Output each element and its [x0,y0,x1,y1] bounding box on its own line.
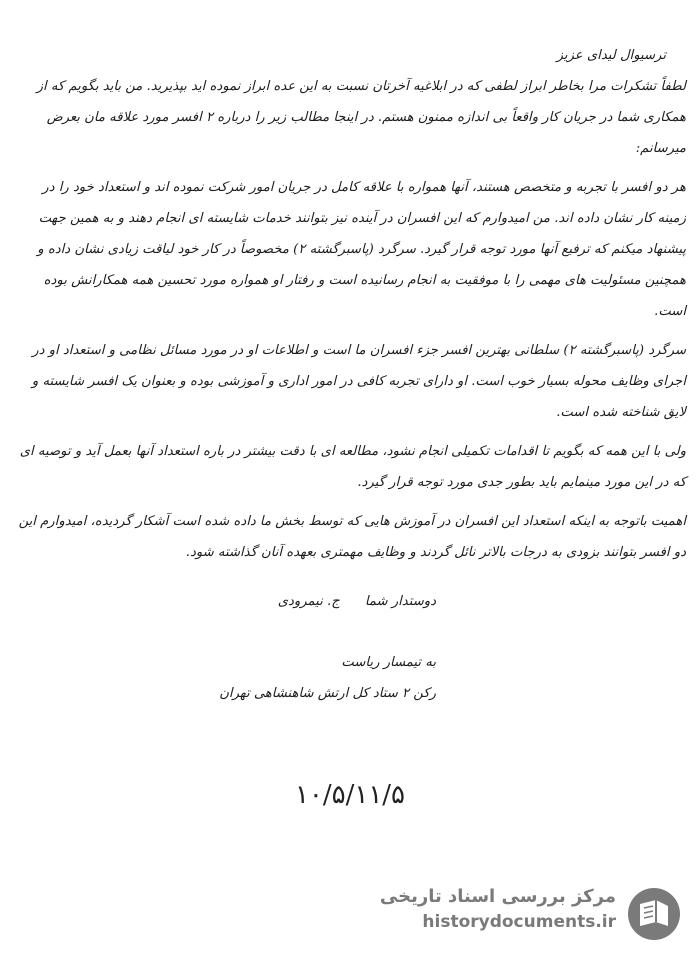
paragraph-4: ولی با این همه که بگویم تا اقدامات تکمیلی انجام نشود، مطالعه ای با دقت بیشتر در باره استعداد آنها بعمل آید و توصیه ای که در این مورد مینمایم باید بطور جدی مورد توجه قرار گیرد. [19,444,686,490]
cc-line-2: رکن ۲ ستاد کل ارتش شاهنشاهی تهران [219,686,436,701]
watermark-title: مرکز بررسی اسناد تاریخی [379,886,616,907]
signature-name: ج. نیمرودی [277,594,340,609]
watermark-url: historydocuments.ir [422,912,616,932]
salutation: ترسیوال لیدای عزیز [556,48,666,63]
cc-block [14,647,436,709]
paragraph-1: لطفاً تشکرات مرا بخاطر ابراز لطفی که در ابلاغیه آخرتان نسبت به این عده ابراز نموده اید بپذیرید. من باید بگویم که از همکاری شما در جریان کار واقعاً بی اندازه ممنون هستم. در اینجا مطالب زیر را درباره ۲ افسر مورد علاقه مان بعرض میرسانم: [36,79,686,156]
signature-block [14,586,686,617]
paragraph-2: هر دو افسر با تجربه و متخصص هستند، آنها همواره با علاقه کامل در جریان امور شرکت نموده اند و استعداد خود را در زمینه کار نشان داده اند. من امیدوارم که این افسران در آینده نیز بتوانند خدمات شایسته ای انجام دهند و به همین جهت پیشنهاد میکنم که ترفیع آنها مورد توجه قرار گیرد. سرگرد (پاسبرگشته ۲) مخصوصاً در کار خود لیاقت زیادی نشان داده و همچنین مسئولیت های مهمی را با موفقیت به انجام رسانیده است و رفتار او همواره مورد تحسین همه همکارانش بوده است. [37,180,686,319]
cc-line-1: به تیمسار ریاست [341,655,436,670]
closing-text: دوستدار شما [364,594,436,609]
paragraph-5: اهمیت باتوجه به اینکه استعداد این افسران در آموزش هایی که توسط بخش ما داده شده است آشکار گردیده، امیدوارم این دو افسر بتوانند بزودی به درجات بالاتر نائل گردند و وظایف مهمتری بعهده آنان گذاشته شود. [18,514,686,560]
letter-body [14,40,686,709]
archive-logo-icon [626,886,682,942]
paragraph-3: سرگرد (پاسبرگشته ۲) سلطانی بهترین افسر جزء افسران ما است و اطلاعات او در مورد مسائل نظامی و استعداد او در اجرای وظایف محوله بسیار خوب است. او دارای تجربه کافی در امور اداری و آموزشی بوده و بعنوان یک افسر شایسته و لایق شناخته شده است. [31,343,686,420]
date-mark: ۱۰/۵/۱۱/۵ [294,780,406,810]
watermark [379,882,690,950]
